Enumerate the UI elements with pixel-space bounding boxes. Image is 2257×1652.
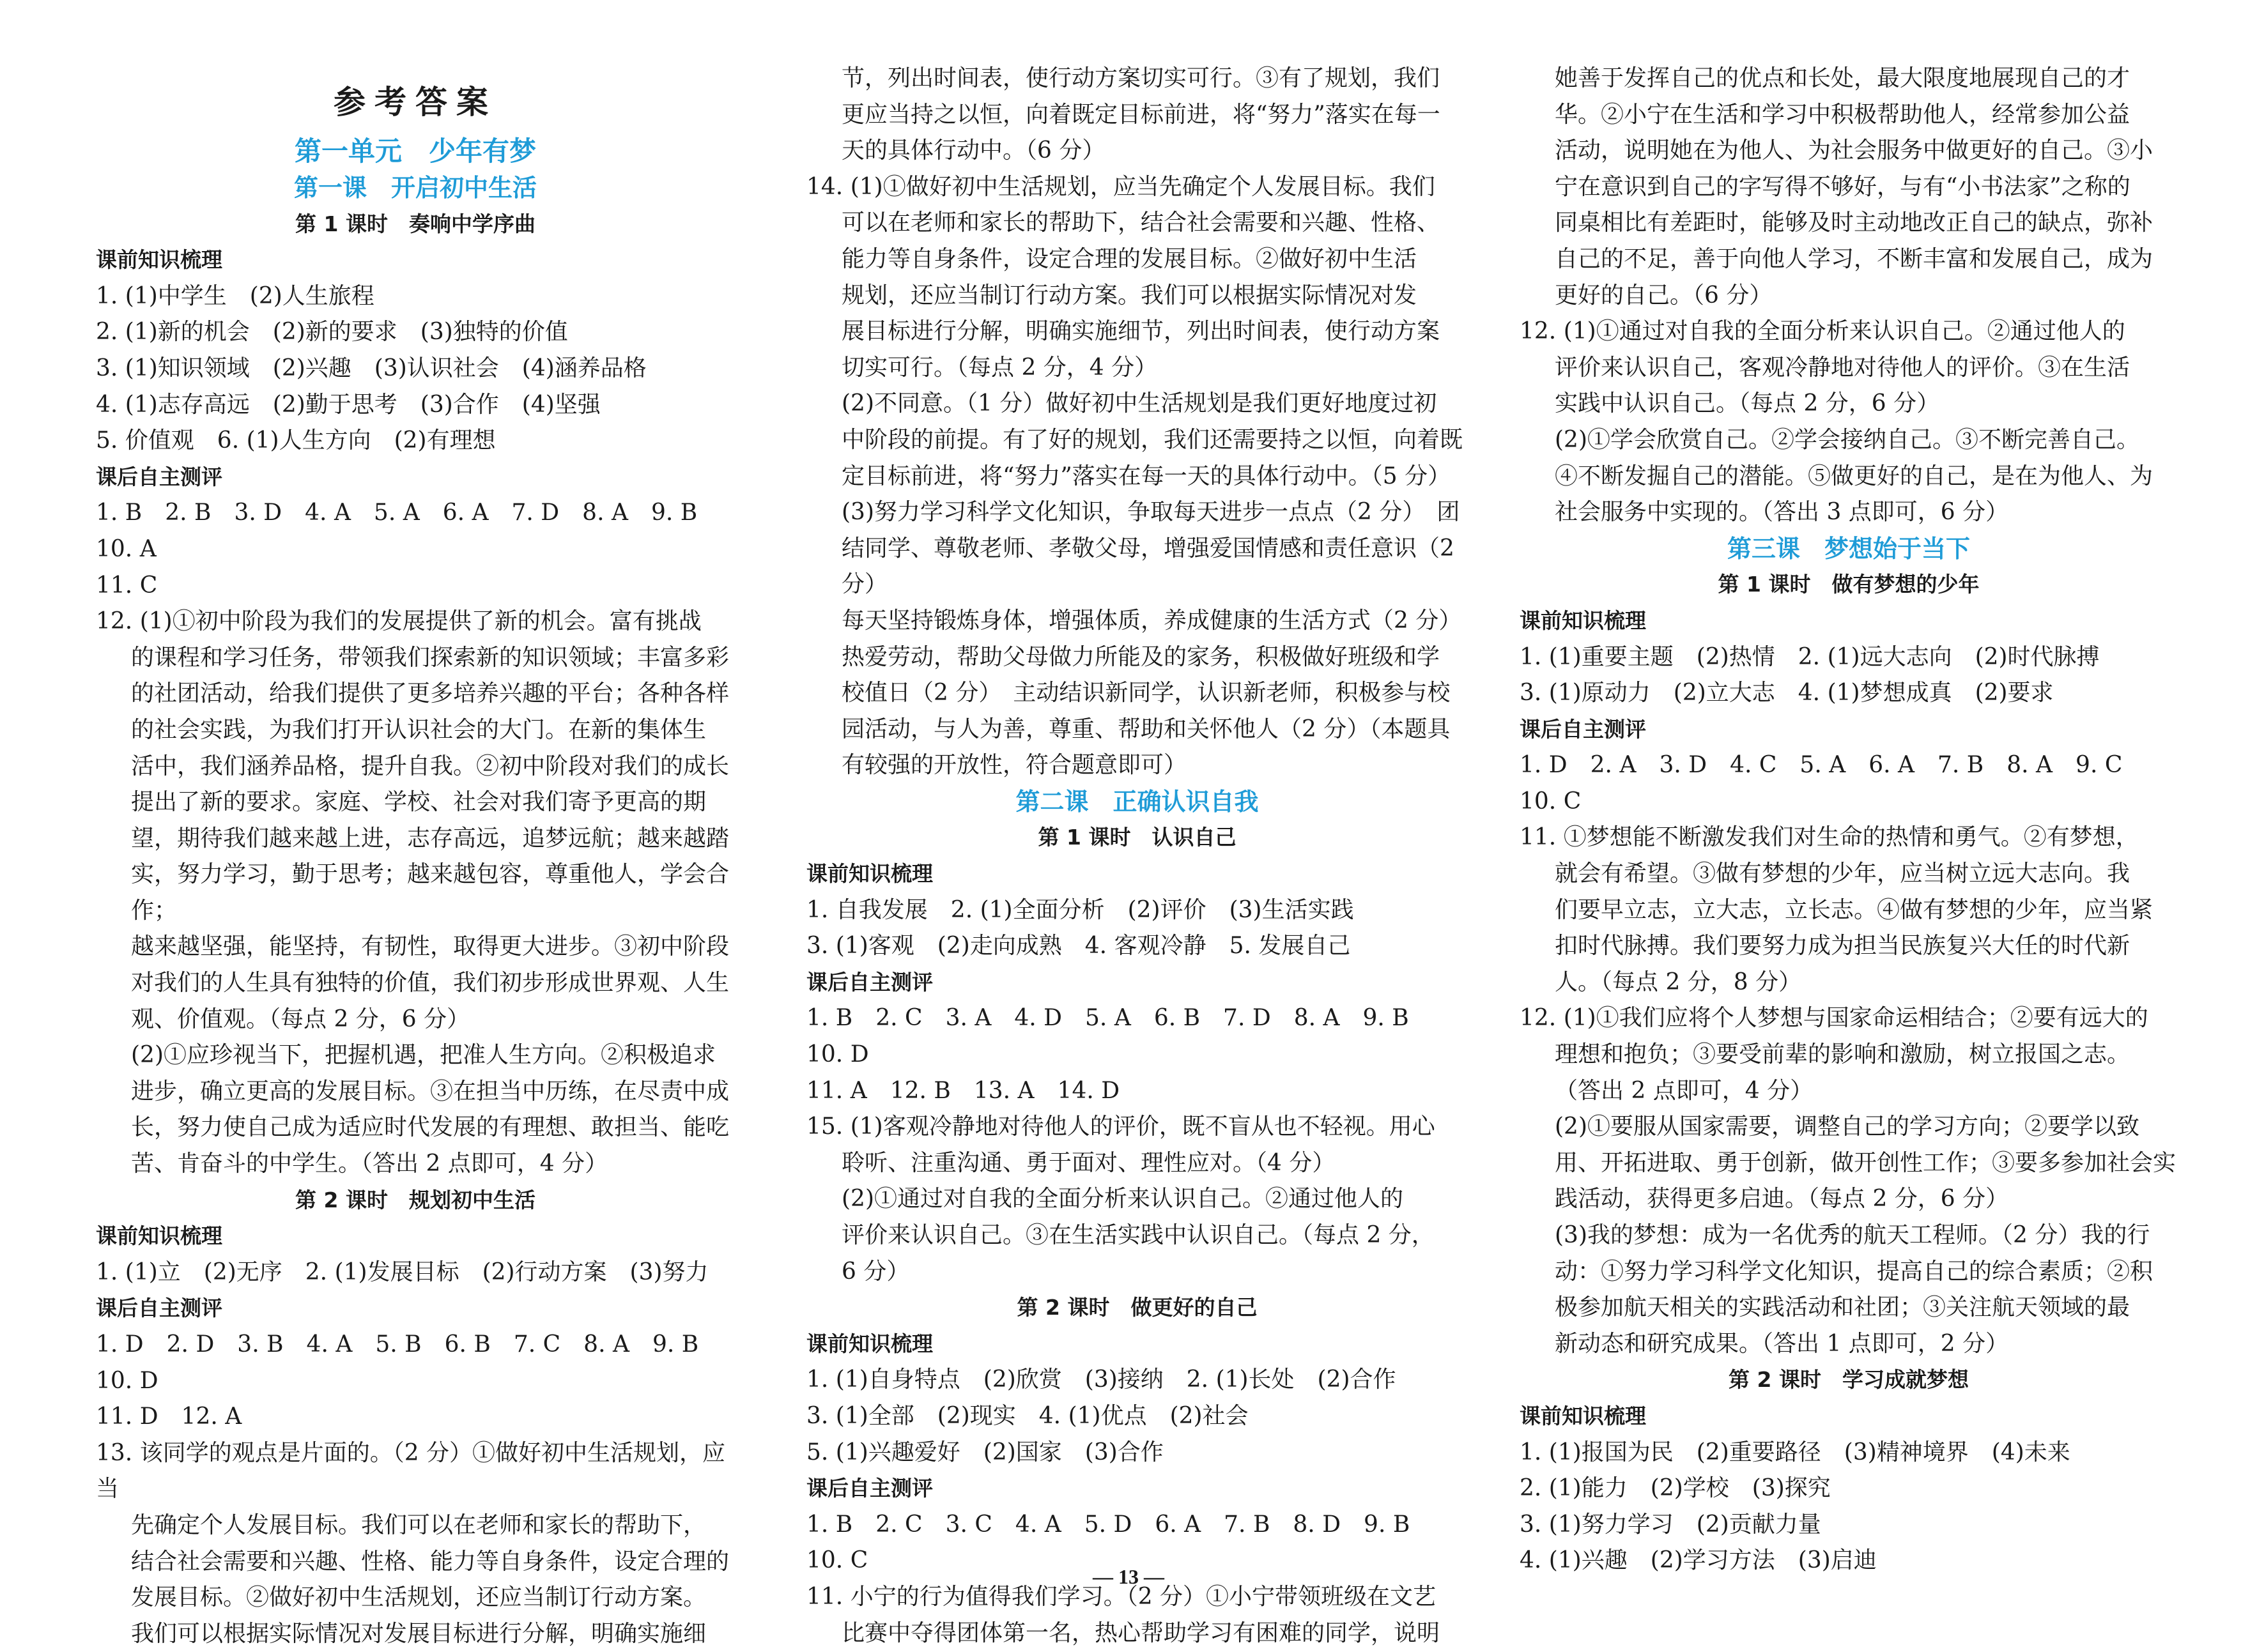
answer-line-continued: (2)①通过对自我的全面分析来认识自己。②通过他人的 [842,1186,1403,1212]
answer-line: 1. B 2. B 3. D 4. A 5. A 6. A 7. D 8. A 9. B 10. A [96,500,721,562]
answer-line-continued: 自己的不足，善于向他人学习，不断丰富和发展自己，成为 [1555,245,2153,272]
answer-line: 1. (1)立 (2)无序 2. (1)发展目标 (2)行动方案 (3)努力 [96,1258,709,1285]
answer-line-continued: (3)努力学习科学文化知识，争取每天进步一点点（2 分） 团 [842,499,1460,526]
answer-line-continued: 的课程和学习任务，带领我们探索新的知识领域；丰富多彩 [131,644,730,671]
answer-line: 1. (1)自身特点 (2)欣赏 (3)接纳 2. (1)长处 (2)合作 [806,1366,1396,1393]
answer-line-continued: (2)①应珍视当下，把握机遇，把准人生方向。②积极追求 [131,1042,716,1069]
answer-line-continued: 聆听、注重沟通、勇于面对、理性应对。（4 分） [842,1149,1336,1176]
section-heading: 课前知识梳理 [806,1331,933,1356]
answer-line: 11. A 12. B 13. A 14. D [806,1077,1120,1104]
lesson-heading: 第二课 正确认识自我 [1015,786,1259,816]
answer-line: 11. ①梦想能不断激发我们对生命的热情和勇气。②有梦想， [1520,824,2139,851]
answer-line-continued: ④不断发掘自己的潜能。⑤做更好的自己，是在为他人、为 [1555,463,2153,489]
answer-line: 11. D 12. A [96,1403,242,1430]
answer-line-continued: 先确定个人发展目标。我们可以在老师和家长的帮助下， [131,1511,707,1538]
answer-line-continued: 动：①努力学习科学文化知识，提高自己的综合素质；②积 [1555,1258,2153,1285]
answer-line-continued: （答出 2 点即可，4 分） [1555,1077,1814,1104]
period-heading: 第 2 课时 规划初中生活 [295,1187,535,1212]
answer-line: 13. 该同学的观点是片面的。（2 分）①做好初中生活规划，应当 [96,1439,726,1503]
answer-line-continued: 社会服务中实现的。（答出 3 点即可，6 分） [1555,499,2009,526]
answer-line-continued: 对我们的人生具有独特的价值，我们初步形成世界观、人生 [131,970,730,997]
answer-line-continued: (3)我的梦想：成为一名优秀的航天工程师。（2 分）我的行 [1555,1222,2150,1248]
answer-line: 4. (1)志存高远 (2)勤于思考 (3)合作 (4)坚强 [96,391,601,418]
answer-line: 5. 价值观 6. (1)人生方向 (2)有理想 [96,427,496,454]
answer-line-continued: 结同学、尊敬老师、孝敬父母，增强爱国情感和责任意识（2 分） [842,535,1454,598]
answer-line-continued: 理想和抱负；③要受前辈的影响和激励，树立报国之志。 [1555,1041,2130,1068]
answer-line: 12. (1)①初中阶段为我们的发展提供了新的机会。富有挑战 [96,608,702,635]
answer-line-continued: 切实可行。（每点 2 分，4 分） [842,354,1158,381]
answer-line: 1. B 2. C 3. C 4. A 5. D 6. A 7. B 8. D 9. B 10. C [806,1511,1433,1574]
answer-line-continued: 定目标前进，将“努力”落实在每一天的具体行动中。（5 分） [842,463,1451,489]
answer-line: 3. (1)努力学习 (2)贡献力量 [1520,1511,1821,1538]
answer-line-continued: 实，努力学习，勤于思考；越来越包容，尊重他人，学会合作； [131,861,730,924]
column-middle [806,61,1468,1651]
answer-line-continued: 极参加航天相关的实践活动和社团；③关注航天领域的最 [1555,1294,2130,1321]
column-right [1520,61,2178,1579]
answer-line-continued: 的社会实践，为我们打开认识社会的大门。在新的集体生 [131,716,707,743]
answer-line-continued: 展目标进行分解，明确实施细节，列出时间表，使行动方案 [842,318,1440,345]
answer-line-continued: 扣时代脉搏。我们要努力成为担当民族复兴大任的时代新 [1555,933,2130,960]
answer-line-continued: 们要早立志，立大志，立长志。④做有梦想的少年，应当紧 [1555,896,2153,923]
answer-line: 2. (1)新的机会 (2)新的要求 (3)独特的价值 [96,319,568,346]
answer-line: 14. (1)①做好初中生活规划，应当先确定个人发展目标。我们 [806,173,1435,200]
answer-line: 12. (1)①我们应将个人梦想与国家命运相结合；②要有远大的 [1520,1005,2148,1032]
answer-line-continued: 宁在意识到自己的字写得不够好，与有“小书法家”之称的 [1555,173,2130,200]
answer-line-continued: (2)①要服从国家需要，调整自己的学习方向；②要学以致 [1555,1113,2139,1140]
answer-line: 1. D 2. A 3. D 4. C 5. A 6. A 7. B 8. A 9. C 10. C [1520,752,2146,815]
page-number: — 13 — [1093,1565,1164,1588]
answer-line-continued: 新动态和研究成果。（答出 1 点即可，2 分） [1555,1330,2009,1357]
answer-line-continued: 评价来认识自己，客观冷静地对待他人的评价。③在生活 [1555,354,2130,381]
answer-line-continued: 观、价值观。（每点 2 分，6 分） [131,1006,470,1032]
answer-line-continued: 结合社会需要和兴趣、性格、能力等自身条件，设定合理的 [131,1548,730,1575]
section-heading: 课前知识梳理 [96,1223,222,1249]
period-heading: 第 1 课时 做有梦想的少年 [1718,572,1980,597]
section-heading: 课后自主测评 [1520,716,1646,742]
section-heading: 课后自主测评 [806,969,933,995]
answer-line-continued: 提出了新的要求。家庭、学校、社会对我们寄予更高的期 [131,789,707,816]
answer-line: 1. B 2. C 3. A 4. D 5. A 6. B 7. D 8. A 9. B 10. D [806,1005,1432,1068]
answer-line-continued: 6 分） [842,1258,910,1285]
answer-line: 11. 小宁的行为值得我们学习。（2 分）①小宁带领班级在文艺 [806,1583,1437,1610]
answer-line-continued: (2)①学会欣赏自己。②学会接纳自己。③不断完善自己。 [1555,426,2139,453]
lesson-heading: 第三课 梦想始于当下 [1727,533,1970,563]
period-heading: 第 1 课时 奏响中学序曲 [295,211,535,236]
answer-line-continued: 发展目标。②做好初中生活规划，还应当制订行动方案。 [131,1584,707,1611]
section-heading: 课前知识梳理 [1520,1403,1646,1428]
section-heading: 课后自主测评 [806,1476,933,1501]
answer-line-continued: 更应当持之以恒，向着既定目标前进，将“努力”落实在每一 [842,101,1440,128]
section-heading: 课前知识梳理 [96,247,222,273]
answer-line: 2. (1)能力 (2)学校 (3)探究 [1520,1475,1831,1502]
answer-line-continued: 活中，我们涵养品格，提升自我。②初中阶段对我们的成长 [131,753,730,779]
period-heading: 第 1 课时 认识自己 [1038,825,1236,850]
answer-line-continued: 同桌相比有差距时，能够及时主动地改正自己的缺点，弥补 [1555,210,2153,236]
answer-line-continued: 践活动，获得更多启迪。（每点 2 分，6 分） [1555,1186,2009,1212]
answer-line: 1. D 2. D 3. B 4. A 5. B 6. B 7. C 8. A 9. B 10. D [96,1331,722,1394]
answer-line-continued: 能力等自身条件，设定合理的发展目标。②做好初中生活 [842,245,1417,272]
answer-line-continued: 活动，说明她在为他人、为社会服务中做更好的自己。③小 [1555,137,2153,164]
answer-line-continued: 越来越坚强，能坚持，有韧性，取得更大进步。③初中阶段 [131,933,730,960]
section-heading: 课前知识梳理 [1520,608,1646,633]
section-heading: 课后自主测评 [96,464,222,489]
section-heading: 课前知识梳理 [806,861,933,887]
answer-line-continued: 比赛中夺得团体第一名，热心帮助学习有困难的同学，说明 [842,1619,1440,1646]
section-heading: 课后自主测评 [96,1296,222,1321]
answer-line-continued: 天的具体行动中。（6 分） [842,137,1105,164]
lesson-heading: 第一课 开启初中生活 [293,173,537,202]
answer-line-continued: 的社团活动，给我们提供了更多培养兴趣的平台；各种各样 [131,680,730,707]
answer-line: 3. (1)原动力 (2)立大志 4. (1)梦想成真 (2)要求 [1520,680,2054,707]
answer-line-continued: 规划，还应当制订行动方案。我们可以根据实际情况对发 [842,282,1417,309]
answer-line: 15. (1)客观冷静地对待他人的评价，既不盲从也不轻视。用心 [806,1113,1435,1140]
answer-line: 3. (1)全部 (2)现实 4. (1)优点 (2)社会 [806,1402,1249,1429]
answer-line-continued: 节，列出时间表，使行动方案切实可行。③有了规划，我们 [842,65,1440,91]
period-heading: 第 2 课时 做更好的自己 [1017,1295,1258,1320]
answer-line-continued: 评价来认识自己。③在生活实践中认识自己。（每点 2 分， [842,1222,1435,1248]
answer-line-continued: 更好的自己。（6 分） [1555,282,1773,309]
answer-line-continued: 她善于发挥自己的优点和长处，最大限度地展现自己的才 [1555,65,2130,91]
answer-line: 1. 自我发展 2. (1)全面分析 (2)评价 (3)生活实践 [806,896,1354,923]
answer-line: 5. (1)兴趣爱好 (2)国家 (3)合作 [806,1439,1164,1465]
answer-line-continued: 热爱劳动，帮助父母做力所能及的家务，积极做好班级和学 [842,643,1440,670]
answer-line-continued: 园活动，与人为善，尊重、帮助和关怀他人（2 分）（本题具 [842,715,1451,742]
answer-line-continued: 中阶段的前提。有了好的规划，我们还需要持之以恒，向着既 [842,426,1463,453]
unit-heading: 第一单元 少年有梦 [294,135,536,167]
answer-line-continued: 进步，确立更高的发展目标。③在担当中历练，在尽责中成 [131,1078,730,1105]
answer-line-continued: 华。②小宁在生活和学习中积极帮助他人，经常参加公益 [1555,101,2130,128]
answer-line-continued: 校值日（2 分） 主动结识新同学，认识新老师，积极参与校 [842,680,1451,707]
answer-line-continued: 就会有希望。③做有梦想的少年，应当树立远大志向。我 [1555,860,2130,887]
column-left [96,77,735,1652]
answer-line: 11. C [96,572,158,599]
answer-line-continued: 长，努力使自己成为适应时代发展的有理想、敢担当、能吃 [131,1114,730,1141]
answer-line-continued: 用、开拓进取、勇于创新，做开创性工作；③要多参加社会实 [1555,1149,2176,1176]
answer-line: 3. (1)客观 (2)走向成熟 4. 客观冷静 5. 发展自己 [806,933,1351,960]
answer-line-continued: 可以在老师和家长的帮助下，结合社会需要和兴趣、性格、 [842,210,1440,236]
answer-line: 3. (1)知识领域 (2)兴趣 (3)认识社会 (4)涵养品格 [96,355,647,381]
answer-line-continued: 人。（每点 2 分，8 分） [1555,968,1802,995]
answer-line-continued: 望，期待我们越来越上进，志存高远，追梦远航；越来越踏 [131,825,730,852]
answer-line-continued: 我们可以根据实际情况对发展目标进行分解，明确实施细 [131,1620,707,1647]
answer-line: 1. (1)中学生 (2)人生旅程 [96,282,374,309]
answer-line: 1. (1)重要主题 (2)热情 2. (1)远大志向 (2)时代脉搏 [1520,643,2100,670]
answer-line-continued: (2)不同意。（1 分）做好初中生活规划是我们更好地度过初 [842,390,1437,417]
answer-line: 4. (1)兴趣 (2)学习方法 (3)启迪 [1520,1547,1877,1574]
document-title: 参考答案 [334,83,497,121]
answer-line-continued: 苦、肯奋斗的中学生。（答出 2 点即可，4 分） [131,1151,608,1177]
period-heading: 第 2 课时 学习成就梦想 [1729,1367,1969,1393]
answer-line: 12. (1)①通过对自我的全面分析来认识自己。②通过他人的 [1520,318,2125,345]
answer-line: 1. (1)报国为民 (2)重要路径 (3)精神境界 (4)未来 [1520,1439,2070,1465]
answer-line-continued: 实践中认识自己。（每点 2 分，6 分） [1555,390,1940,417]
answer-line-continued: 有较强的开放性，符合题意即可） [842,752,1187,779]
answer-line-continued: 每天坚持锻炼身体，增强体质，养成健康的生活方式（2 分） [842,607,1462,634]
